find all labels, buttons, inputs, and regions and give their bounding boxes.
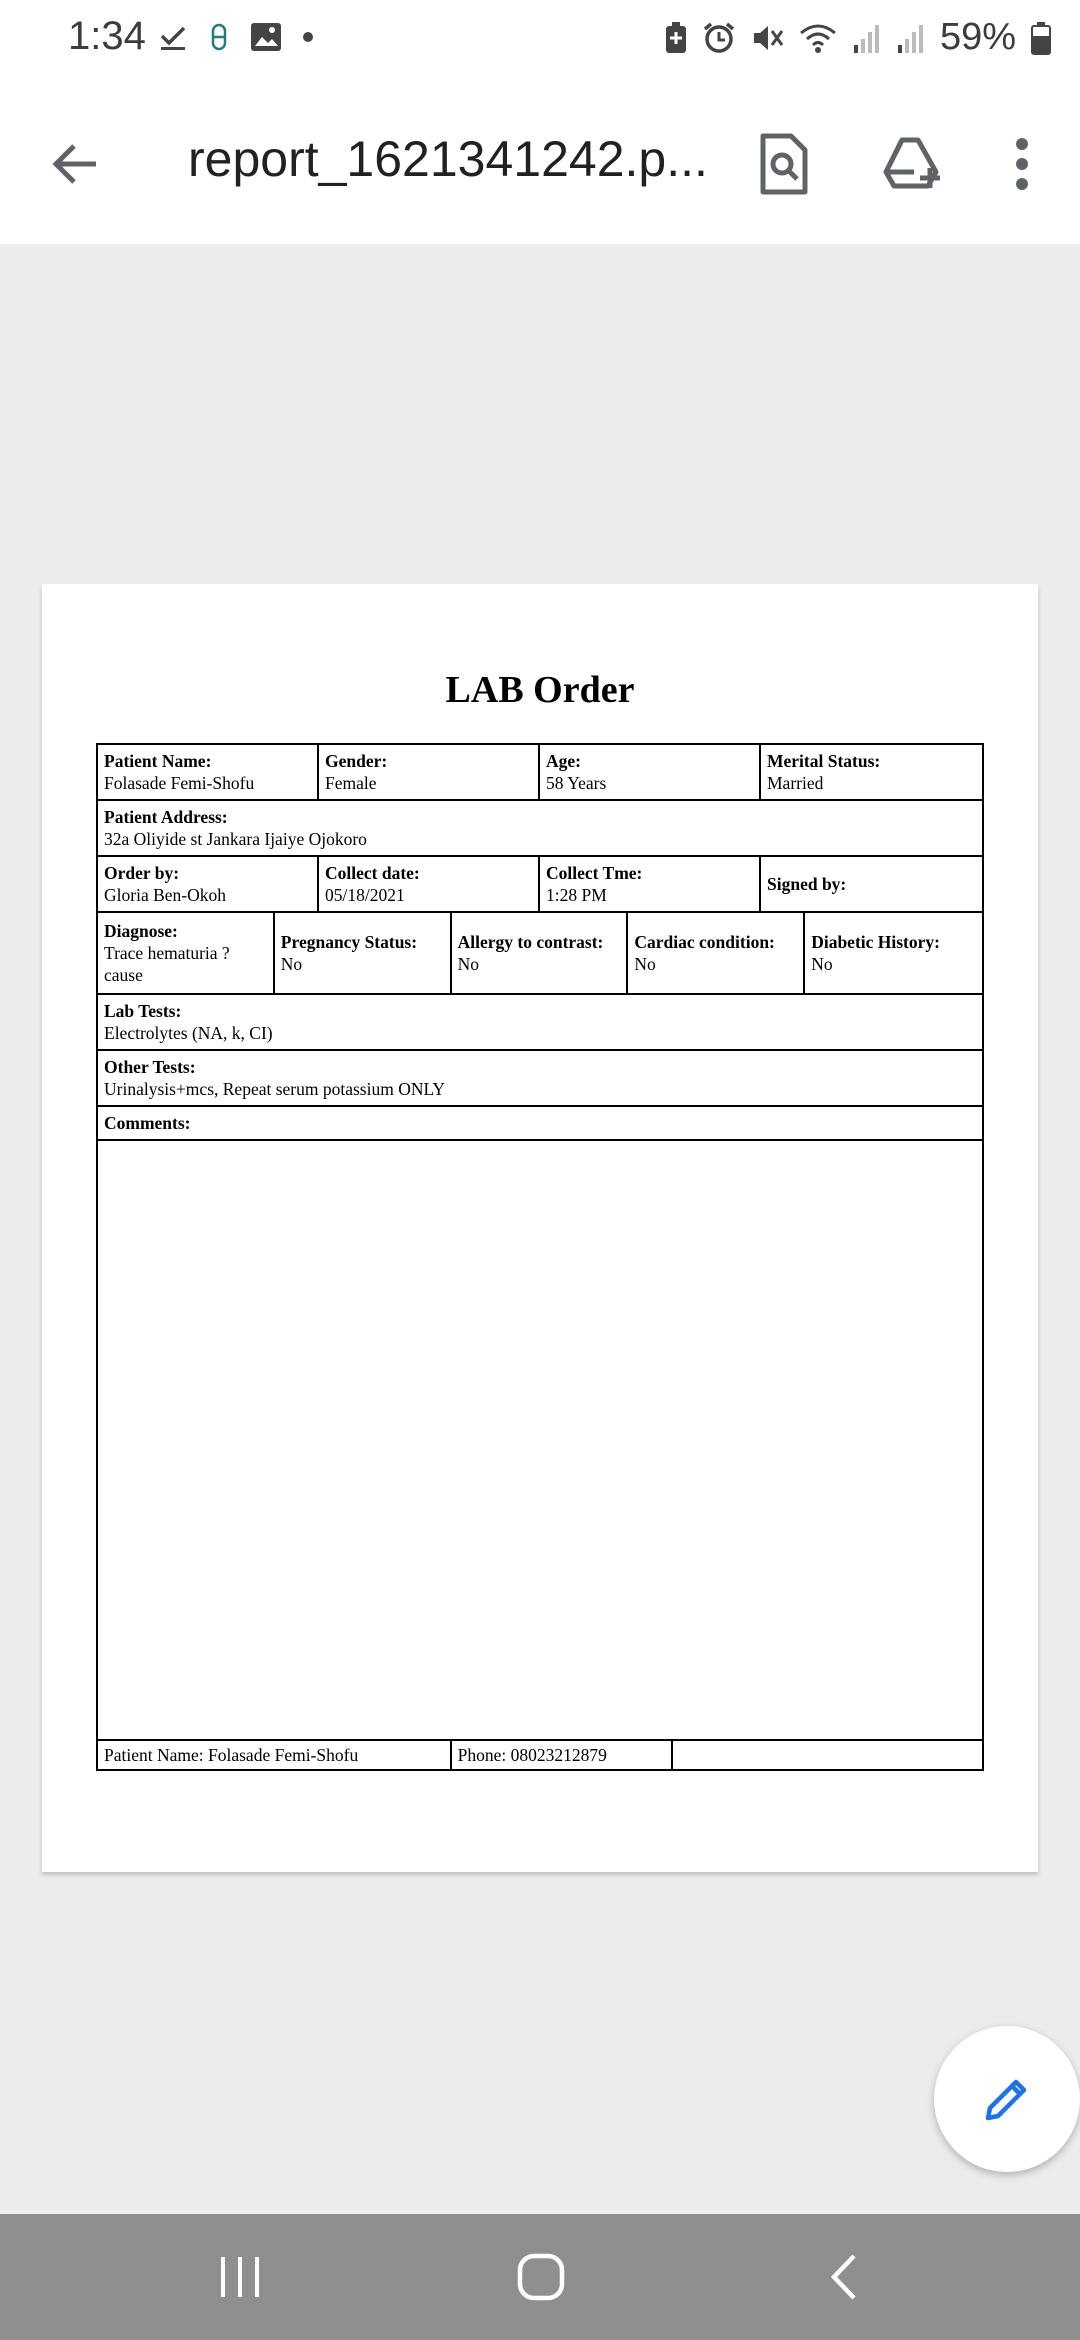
allergy-label: Allergy to contrast: [457, 932, 604, 952]
footer-phone: Phone: 08023212879 [457, 1745, 607, 1765]
dot-icon [302, 31, 314, 43]
gender-cell [319, 745, 540, 799]
order-by-cell [98, 857, 319, 911]
find-in-page-button[interactable] [744, 124, 824, 204]
gender-value: Female [325, 773, 377, 793]
bluetooth-earbud-icon [208, 22, 230, 52]
edit-pencil-icon [980, 2072, 1034, 2126]
gender-label: Gender: [325, 751, 388, 771]
comments-area [98, 1141, 982, 1741]
system-icons [664, 16, 1052, 59]
signed-by-label: Signed by: [767, 874, 847, 894]
other-tests-row [98, 1051, 982, 1107]
status-bar [0, 0, 1080, 84]
more-options-button[interactable] [982, 124, 1062, 204]
order-by-value: Gloria Ben-Okoh [104, 885, 226, 905]
diagnose-cell [98, 913, 275, 993]
marital-status-label: Merital Status: [767, 751, 881, 771]
age-value: 58 Years [546, 773, 607, 793]
add-to-drive-icon [880, 134, 944, 194]
address-cell [98, 801, 982, 855]
comments-label: Comments: [104, 1113, 191, 1133]
battery-percent: 59% [939, 16, 1016, 58]
pregnancy-label: Pregnancy Status: [280, 932, 418, 952]
comments-header-row [98, 1107, 982, 1141]
other-tests-value: Urinalysis+mcs, Repeat serum potassium ONLY [104, 1079, 446, 1099]
check-icon [158, 22, 188, 52]
cardiac-value: No [634, 954, 656, 974]
cardiac-label: Cardiac condition: [634, 932, 775, 952]
nav-back-button[interactable] [804, 2244, 884, 2310]
app-bar [0, 84, 1080, 244]
mute-icon [750, 21, 784, 55]
patient-name-cell [98, 745, 319, 799]
allergy-value: No [457, 954, 479, 974]
back-button[interactable] [44, 132, 108, 196]
home-button[interactable] [501, 2244, 581, 2310]
age-label: Age: [546, 751, 581, 771]
notification-icons [158, 22, 314, 52]
comments-cell [98, 1107, 982, 1139]
address-label: Patient Address: [104, 807, 228, 827]
system-nav-bar [0, 2214, 1080, 2340]
document-title: LAB Order [445, 669, 635, 711]
marital-status-value: Married [767, 773, 824, 793]
signal-icon [896, 21, 926, 55]
collect-date-cell [319, 857, 540, 911]
diabetic-cell [805, 913, 982, 993]
back-arrow-icon [44, 132, 108, 196]
more-vert-icon [1012, 134, 1032, 194]
collect-time-value: 1:28 PM [546, 885, 607, 905]
other-tests-cell [98, 1051, 982, 1105]
marital-status-cell [761, 745, 982, 799]
address-row [98, 801, 982, 857]
image-icon [250, 22, 282, 52]
back-icon [826, 2252, 862, 2302]
allergy-cell [452, 913, 629, 993]
alarm-icon [702, 21, 736, 55]
other-tests-label: Other Tests: [104, 1057, 196, 1077]
collect-time-label: Collect Tme: [546, 863, 643, 883]
file-title: report_1621341242.p... [188, 131, 708, 187]
pregnancy-cell [275, 913, 452, 993]
patient-name-value: Folasade Femi-Shofu [104, 773, 255, 793]
recent-apps-button[interactable] [200, 2244, 280, 2310]
recent-apps-icon [217, 2255, 263, 2299]
pdf-page[interactable] [42, 584, 1038, 1872]
lab-tests-label: Lab Tests: [104, 1001, 182, 1021]
patient-info-row [98, 745, 982, 801]
collect-time-cell [540, 857, 761, 911]
home-icon [516, 2252, 566, 2302]
status-time: 1:34 [68, 14, 146, 58]
collect-date-label: Collect date: [325, 863, 420, 883]
signal-icon [852, 21, 882, 55]
footer-patient-name: Patient Name: Folasade Femi-Shofu [104, 1745, 359, 1765]
clinical-row [98, 913, 982, 995]
signed-by-cell [761, 857, 982, 911]
add-to-drive-button[interactable] [872, 124, 952, 204]
collect-date-value: 05/18/2021 [325, 885, 405, 905]
diabetic-label: Diabetic History: [811, 932, 940, 952]
diagnose-value-line2: cause [104, 965, 143, 985]
footer-phone-cell [452, 1741, 673, 1769]
order-row [98, 857, 982, 913]
patient-name-label: Patient Name: [104, 751, 212, 771]
footer-row [98, 1741, 982, 1769]
age-cell [540, 745, 761, 799]
diagnose-value-line1: Trace hematuria ? [104, 943, 230, 963]
lab-order-form [96, 743, 984, 1771]
address-value: 32a Oliyide st Jankara Ijaiye Ojokoro [104, 829, 367, 849]
cardiac-cell [628, 913, 805, 993]
order-by-label: Order by: [104, 863, 180, 883]
pregnancy-value: No [280, 954, 303, 974]
battery-saver-icon [664, 21, 688, 55]
find-in-page-icon [757, 132, 811, 196]
diagnose-label: Diagnose: [104, 921, 178, 941]
lab-tests-value: Electrolytes (NA, k, CI) [104, 1023, 273, 1043]
lab-tests-row [98, 995, 982, 1051]
battery-icon [1030, 21, 1052, 55]
footer-patient-cell [98, 1741, 452, 1769]
footer-empty-cell [673, 1741, 982, 1769]
wifi-icon [798, 21, 838, 55]
lab-tests-cell [98, 995, 982, 1049]
edit-fab-button[interactable] [934, 2026, 1080, 2172]
diabetic-value: No [811, 954, 833, 974]
